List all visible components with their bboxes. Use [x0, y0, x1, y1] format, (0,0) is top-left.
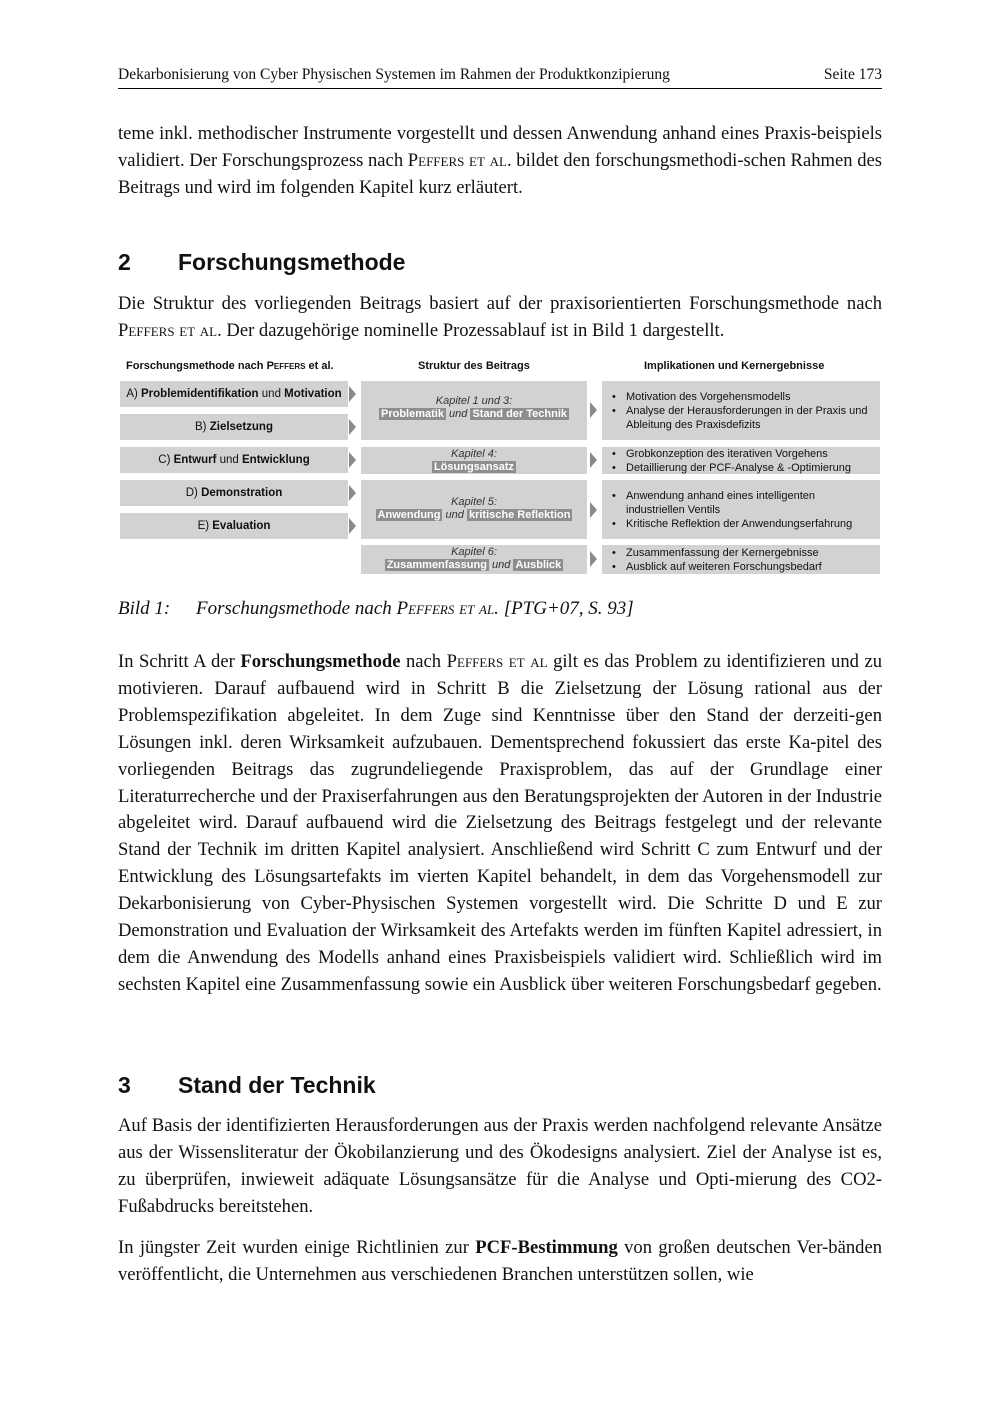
chapter-box-4	[361, 447, 587, 474]
column-header-suffix: et al.	[305, 360, 334, 372]
bold-term: Forschungsmethode	[240, 651, 401, 672]
implication-item: • Zusammenfassung der Kernergebnisse	[612, 546, 874, 560]
bold-term: PCF-Bestimmung	[475, 1237, 618, 1258]
implication-box-4	[602, 545, 880, 574]
column-header-structure: Struktur des Beitrags	[418, 360, 530, 372]
implication-box-3	[602, 480, 880, 539]
arrow-icon	[349, 518, 356, 534]
section-title: Stand der Technik	[178, 1072, 376, 1098]
implication-item: • Analyse der Herausforderungen in der Praxis und Ableitung des Praxisdefizits	[612, 404, 874, 432]
body-text: von großen deutschen Ver-bänden veröffentlicht, die Unternehmen aus verschiedenen Branchen unterstützen sollen, wie	[118, 1237, 882, 1285]
chapter-box-6	[361, 545, 587, 574]
step-a	[120, 381, 348, 407]
arrow-icon	[590, 452, 597, 468]
arrow-icon	[349, 452, 356, 468]
section-title: Forschungsmethode	[178, 249, 406, 275]
step-term: Zielsetzung	[209, 421, 273, 433]
step-term: Entwicklung	[242, 454, 310, 466]
header-title: Dekarbonisierung von Cyber Physischen Systemen im Rahmen der Produktkonzipierung	[118, 66, 670, 83]
caption-citation: [PTG+07, S. 93]	[498, 598, 634, 619]
step-term: Motivation	[284, 388, 342, 400]
step-d	[120, 480, 348, 506]
section-number: 2	[118, 249, 131, 275]
column-header-method	[126, 360, 334, 372]
step-b	[120, 414, 348, 440]
step-term: Evaluation	[212, 520, 271, 532]
caption-label: Bild 1:	[118, 598, 171, 619]
state-of-art-paragraph	[118, 1113, 882, 1221]
step-prefix: D)	[185, 487, 202, 499]
author-reference: Peffers et al.	[118, 319, 222, 341]
arrow-icon	[349, 485, 356, 501]
body-text: In jüngster Zeit wurden einige Richtlinien zur	[118, 1237, 476, 1258]
chapter-topic: Ausblick	[515, 559, 562, 571]
caption-text: Forschungsmethode nach	[196, 598, 397, 619]
arrow-icon	[590, 402, 597, 418]
step-prefix: A)	[126, 388, 142, 400]
author-reference: Peffers et al.	[407, 149, 512, 171]
arrow-icon	[590, 502, 597, 518]
chapter-label: Kapitel 1 und 3:	[435, 395, 513, 407]
step-prefix: E)	[197, 520, 213, 532]
guidelines-paragraph	[118, 1235, 882, 1289]
chapter-label: Kapitel 4:	[451, 448, 497, 460]
step-connector: und	[258, 388, 285, 400]
chapter-label: Kapitel 5:	[451, 496, 497, 508]
chapter-topic: Zusammenfassung	[386, 559, 487, 571]
running-header	[118, 66, 882, 89]
implication-item: • Anwendung anhand eines intelligenten industriellen Ventils	[612, 489, 874, 517]
chapter-topic: Problematik	[381, 408, 444, 420]
chapter-topic: kritische Reflektion	[468, 509, 571, 521]
step-term: Problemidentifikation	[141, 388, 259, 400]
step-term: Demonstration	[201, 487, 283, 499]
implication-box-1	[602, 381, 880, 440]
section-number: 3	[118, 1072, 131, 1098]
implication-item: • Detaillierung der PCF-Analyse & -Optimierung	[612, 461, 874, 475]
implication-item: • Grobkonzeption des iterativen Vorgehens	[612, 447, 874, 461]
intro-text-1: teme inkl. methodischer Instrumente vorgestellt und dessen Anwendung anhand eines Praxis-beispiels validiert. Der Forschungsprozess nach	[118, 123, 882, 171]
author-reference: Peffers et al.	[396, 598, 499, 619]
step-e	[120, 513, 348, 539]
step-connector: und	[216, 454, 242, 466]
figure-research-method	[118, 358, 882, 576]
column-header-implications: Implikationen und Kernergebnisse	[644, 360, 825, 372]
chapter-box-1-3	[361, 381, 587, 440]
implication-box-2	[602, 447, 880, 474]
chapter-box-5	[361, 480, 587, 539]
body-text: nach	[400, 651, 447, 672]
body-text: In Schritt A der	[118, 651, 241, 672]
intro-paragraph	[118, 121, 882, 202]
method-paragraph	[118, 291, 882, 345]
page-number: Seite 173	[823, 66, 882, 83]
arrow-icon	[590, 551, 597, 567]
method-text-1: Die Struktur des vorliegenden Beitrags basiert auf der praxisorientierten Forschungsmethode nach	[118, 293, 882, 314]
chapter-topic: Lösungsansatz	[433, 461, 515, 473]
implication-item: • Motivation des Vorgehensmodells	[612, 390, 874, 404]
chapter-connector: und	[445, 509, 464, 521]
implication-item: • Ausblick auf weiteren Forschungsbedarf	[612, 560, 874, 574]
method-text-2: Der dazugehörige nominelle Prozessablauf ist in Bild 1 dargestellt.	[221, 319, 725, 341]
chapter-connector: und	[492, 559, 511, 571]
body-text: gilt es das Problem zu identifizieren und zu motivieren. Darauf aufbauend wird in Schritt B die Zielsetzung der Lösung rational aus der Problemspezifikation abgeleitet. In dem Zuge sind Kenntnisse über den Stand der derzeiti-gen Lösungen inkl. deren Wirksamkeit aufzubauen. Dementsprechend fokussiert das erste Ka-pitel des vorliegenden Beitrags das zugrundeliegende Praxisproblem, das auf der Grundlage einer Literaturrecherche und der Praxiserfahrungen aus den Beratungsprojekten der Autoren in der Industrie abgeleitet wird. Darauf aufbauend wird die Zielsetzung des Beitrags festgelegt und der relevante Stand der Technik im dritten Kapitel analysiert. Anschließend wird Schritt C zum Entwurf und der Entwicklung des Lösungsartefakts im vierten Kapitel behandelt, in dem das Vorgehensmodell zur Dekarbonisierung von Cyber-Physischen Systemen vorgestellt wird. Die Schritte D und E zur Demonstration und Evaluation der Wirksamkeit des Artefakts werden im fünften Kapitel adressiert, in dem die Anwendung des Modells anhand eines Praxisbeispiels validiert wird. Schließlich wird im sechsten Kapitel eine Zusammenfassung sowie ein Ausblick über weiteren Forschungsbedarf gegeben.	[118, 651, 883, 995]
chapter-label: Kapitel 6:	[451, 546, 497, 558]
step-prefix: B)	[195, 421, 210, 433]
explanation-paragraph	[118, 649, 882, 999]
implication-item: • Kritische Reflektion der Anwendungserfahrung	[612, 517, 874, 531]
body-text: Auf Basis der identifizierten Herausforderungen aus der Praxis werden nachfolgend relevante Ansätze aus der Wissensliteratur der Ökobilanzierung und des Ökodesigns analysiert. Ziel der Analyse ist es, zu überprüfen, inwieweit adäquate Lösungsansätze für die Analyse und Opti-mierung des CO2-Fußabdrucks bereitstehen.	[118, 1115, 882, 1217]
column-header-text: Forschungsmethode nach	[126, 360, 267, 372]
chapter-topic: Anwendung	[377, 509, 441, 521]
chapter-connector: und	[449, 408, 468, 420]
intro-text-2: bildet den forschungsmethodi-schen Rahmen des Beitrags und wird im folgenden Kapitel kurz erläutert.	[118, 149, 882, 198]
step-prefix: C)	[158, 454, 174, 466]
column-header-author: Peffers	[266, 360, 306, 372]
author-reference: Peffers et al	[446, 651, 548, 672]
step-term: Entwurf	[173, 454, 217, 466]
arrow-icon	[349, 386, 356, 402]
step-c	[120, 447, 348, 473]
arrow-icon	[349, 419, 356, 435]
chapter-topic: Stand der Technik	[472, 408, 567, 420]
